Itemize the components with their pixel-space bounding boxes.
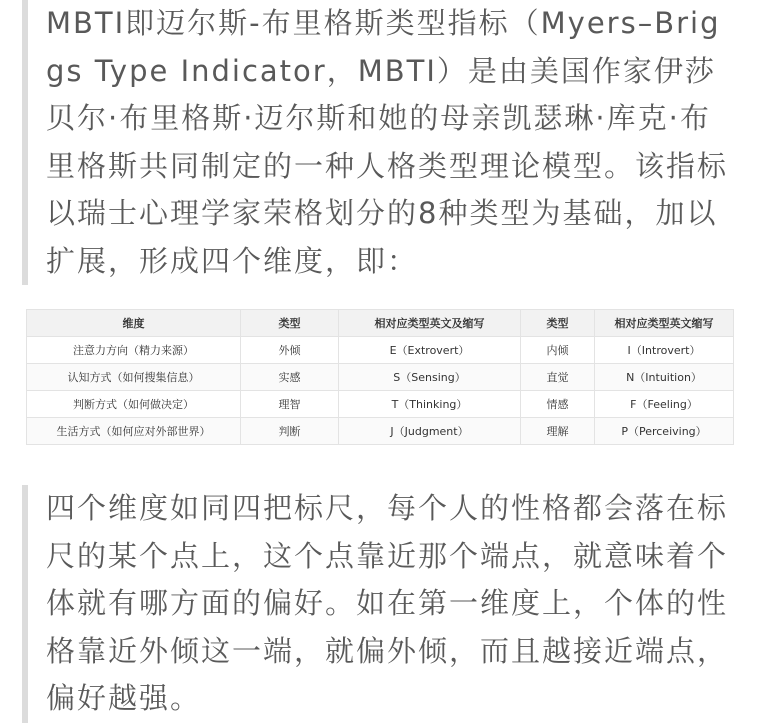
cell-type-a-english: S（Sensing） [339, 364, 521, 391]
cell-type-a: 理智 [241, 391, 339, 418]
intro-paragraph: MBTI即迈尔斯-布里格斯类型指标（Myers–Briggs Type Indicator，MBTI）是由美国作家伊莎贝尔·布里格斯·迈尔斯和她的母亲凯瑟琳·库克·布里格斯共同制定的一种人格类型理论模型。该指标以瑞士心理学家荣格划分的8种类型为基础，加以扩展，形成四个维度，即： [46, 6, 729, 278]
cell-type-b-english: F（Feeling） [595, 391, 734, 418]
cell-type-b: 直觉 [521, 364, 595, 391]
header-type-a-english: 相对应类型英文及缩写 [339, 310, 521, 337]
explanation-paragraph: 四个维度如同四把标尺，每个人的性格都会落在标尺的某个点上，这个点靠近那个端点，就意味着个体就有哪方面的偏好。如在第一维度上，个体的性格靠近外倾这一端，就偏外倾，而且越接近端点，偏好越强。 [46, 491, 729, 715]
table-row [27, 391, 734, 418]
cell-type-b: 理解 [521, 418, 595, 445]
cell-type-a: 判断 [241, 418, 339, 445]
cell-type-a-english: J（Judgment） [339, 418, 521, 445]
cell-type-a-english: E（Extrovert） [339, 337, 521, 364]
table-row [27, 364, 734, 391]
table-header-row [27, 310, 734, 337]
cell-type-b-english: N（Intuition） [595, 364, 734, 391]
cell-type-b: 情感 [521, 391, 595, 418]
mbti-dimension-table-container [26, 309, 733, 445]
cell-dimension: 认知方式（如何搜集信息） [27, 364, 241, 391]
cell-type-b-english: I（Introvert） [595, 337, 734, 364]
header-type-b-english: 相对应类型英文缩写 [595, 310, 734, 337]
cell-type-a: 实感 [241, 364, 339, 391]
cell-type-a-english: T（Thinking） [339, 391, 521, 418]
cell-type-b-english: P（Perceiving） [595, 418, 734, 445]
header-type-a: 类型 [241, 310, 339, 337]
cell-dimension: 注意力方向（精力来源） [27, 337, 241, 364]
cell-dimension: 判断方式（如何做决定） [27, 391, 241, 418]
blockquote-explanation [22, 485, 738, 723]
cell-type-a: 外倾 [241, 337, 339, 364]
header-type-b: 类型 [521, 310, 595, 337]
cell-type-b: 内倾 [521, 337, 595, 364]
blockquote-intro [22, 0, 738, 285]
cell-dimension: 生活方式（如何应对外部世界） [27, 418, 241, 445]
table-row [27, 337, 734, 364]
mbti-dimension-table [26, 309, 734, 445]
table-row [27, 418, 734, 445]
header-dimension: 维度 [27, 310, 241, 337]
